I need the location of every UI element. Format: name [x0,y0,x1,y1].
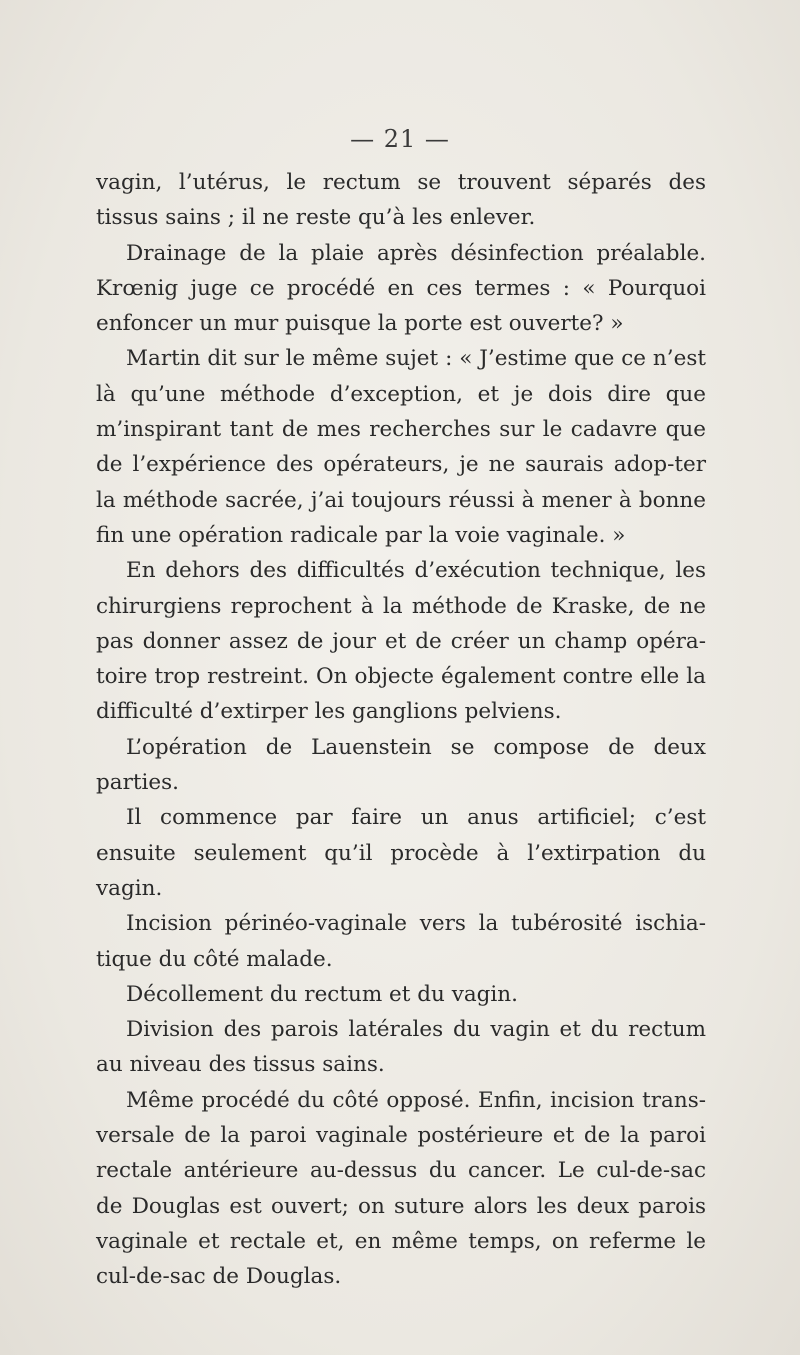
paragraph-lauenstein: L’opération de Lauenstein se compose de deux parties. [96,734,706,796]
paragraph-incision: Incision périnéo-vaginale vers la tubérosité ischia-tique du côté malade. [96,911,706,972]
paragraph-decollement: Décollement du rectum et du vagin. [126,981,518,1007]
body-text [96,165,706,1295]
paragraph-kraske-critique: En dehors des difficultés d’exécution technique, les chirurgiens reprochent à la méthode de Kraske, de ne pas donner assez de jour et de créer un champ opéra-toire trop restreint. On objecte également contre elle la difficulté d’extirper les ganglions pelviens. [96,558,706,725]
paragraph-meme-procede: Même procédé du côté opposé. Enfin, incision trans-versale de la paroi vaginale postérieure et de la paroi rectale antérieure au-dessus du cancer. Le cul-de-sac de Douglas est ouvert; on suture alors les deux parois vaginale et rectale et, en même temps, on referme le cul-de-sac de Douglas. [96,1087,706,1290]
paragraph-anus-artificiel: Il commence par faire un anus artificiel; c’est ensuite seulement qu’il procède à l’extirpation du vagin. [96,805,706,901]
paragraph-division: Division des parois latérales du vagin et du rectum au niveau des tissus sains. [96,1017,706,1078]
paragraph-continued: vagin, l’utérus, le rectum se trouvent séparés des tissus sains ; il ne reste qu’à les enlever. [96,170,706,231]
paragraph-drainage: Drainage de la plaie après désinfection préalable. Krœnig juge ce procédé en ces termes : « Pourquoi enfoncer un mur puisque la porte est ouverte? » [96,240,706,337]
paragraph-martin: Martin dit sur le même sujet : « J’estime que ce n’est là qu’une méthode d’exception, et je dois dire que m’inspirant tant de mes recherches sur le cadavre que de l’expérience des opérateurs, je ne saurais adop-ter la méthode sacrée, j’ai toujours réussi à mener à bonne fin une opération radicale par la voie vaginale. » [96,346,706,548]
page-number: — 21 — [350,125,450,153]
